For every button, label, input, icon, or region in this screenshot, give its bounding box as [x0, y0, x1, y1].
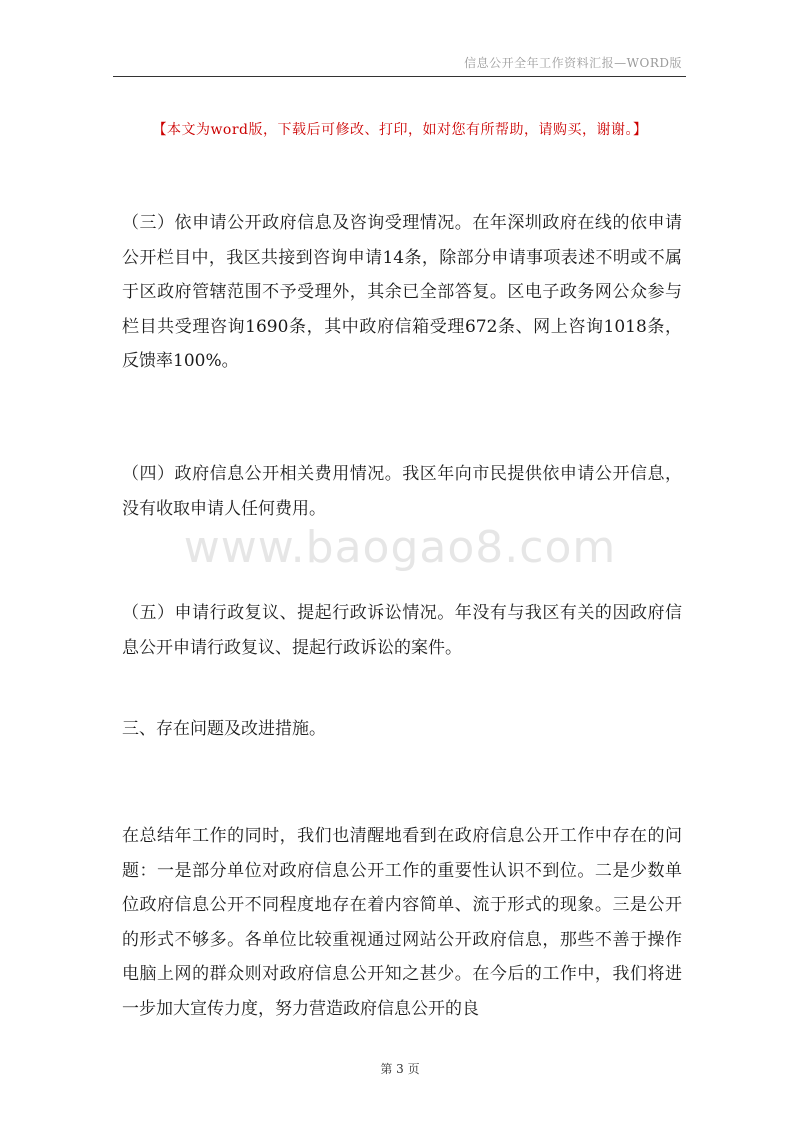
- page-header-title: 信息公开全年工作资料汇报—WORD版: [464, 56, 682, 70]
- header-divider: [113, 76, 686, 77]
- paragraph-application-disclosure: （三）依申请公开政府信息及咨询受理情况。在年深圳政府在线的依申请公开栏目中，我区共接到咨询申请14条，除部分申请事项表述不明或不属于区政府管辖范围不予受理外，其余已全部答复。区电子政务网公众参与栏目共受理咨询1690条，其中政府信箱受理672条、网上咨询1018条，反馈率100%。: [122, 213, 682, 372]
- page-number: 第 3 页: [380, 1062, 420, 1076]
- watermark-text: www.baogao8.com: [183, 522, 617, 573]
- paragraph-review-litigation: （五）申请行政复议、提起行政诉讼情况。年没有与我区有关的因政府信息公开申请行政复议、提起行政诉讼的案件。: [122, 603, 682, 658]
- purchase-notice: 【本文为word版，下载后可修改、打印，如对您有所帮助，请购买，谢谢。】: [152, 122, 648, 138]
- paragraph-fees: （四）政府信息公开相关费用情况。我区年向市民提供依申请公开信息，没有收取申请人任何费用。: [122, 464, 682, 519]
- section-heading-problems: 三、存在问题及改进措施。: [122, 719, 326, 739]
- paragraph-problems-improvements: 在总结年工作的同时，我们也清醒地看到在政府信息公开工作中存在的问题：一是部分单位对政府信息公开工作的重要性认识不到位。二是少数单位政府信息公开不同程度地存在着内容简单、流于形式的现象。三是公开的形式不够多。各单位比较重视通过网站公开政府信息，那些不善于操作电脑上网的群众则对政府信息公开知之甚少。在今后的工作中，我们将进一步加大宣传力度，努力营造政府信息公开的良: [122, 826, 682, 1019]
